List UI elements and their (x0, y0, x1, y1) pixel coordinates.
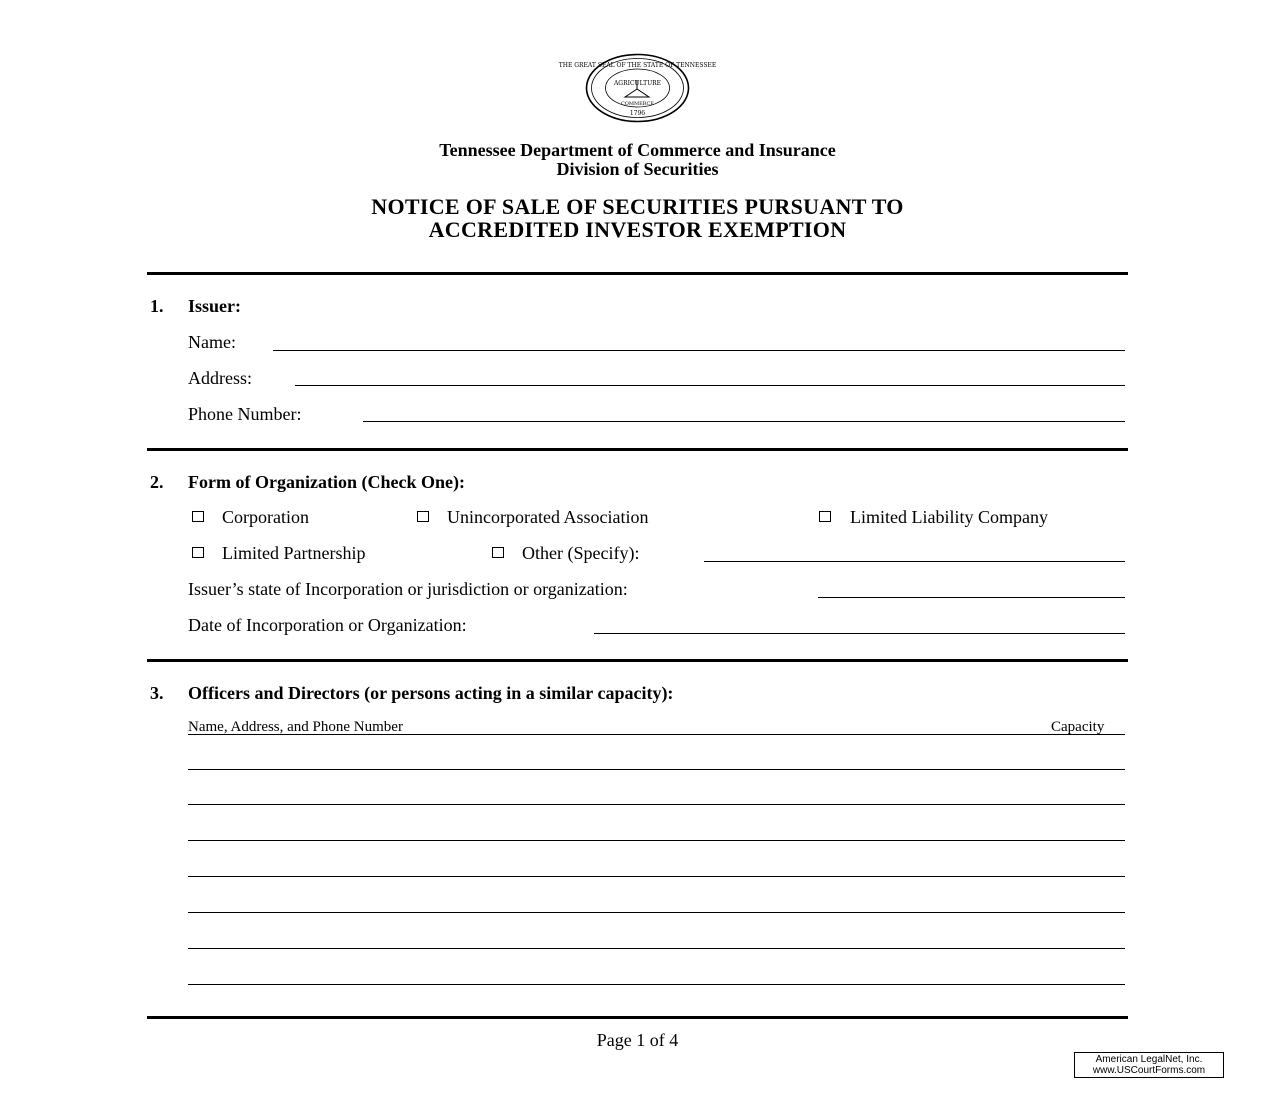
officer-entry-line[interactable] (188, 769, 1125, 770)
issuer-phone-label: Phone Number: (188, 404, 302, 424)
llc-checkbox[interactable] (819, 511, 831, 522)
limited-partnership-label: Limited Partnership (222, 543, 366, 563)
section3-heading: Officers and Directors (or persons acting in a similar capacity): (188, 683, 674, 703)
other-label: Other (Specify): (522, 543, 640, 563)
section2-heading: Form of Organization (Check One): (188, 472, 465, 492)
unincorporated-association-checkbox[interactable] (417, 511, 429, 522)
date-of-incorporation-label: Date of Incorporation or Organization: (188, 615, 467, 635)
svg-text:COMMERCE: COMMERCE (620, 101, 655, 107)
section-divider (147, 272, 1128, 275)
officer-entry-line[interactable] (188, 984, 1125, 985)
officer-entry-line[interactable] (188, 804, 1125, 805)
column-header-capacity: Capacity (1051, 719, 1105, 735)
unincorporated-association-label: Unincorporated Association (447, 507, 649, 527)
publisher-stamp (1074, 1052, 1224, 1078)
officer-entry-line[interactable] (188, 876, 1125, 877)
form-title-line2: ACCREDITED INVESTOR EXEMPTION (428, 217, 847, 242)
state-of-incorporation-field[interactable] (818, 597, 1125, 598)
limited-partnership-checkbox[interactable] (192, 547, 204, 558)
svg-text:AGRICULTURE: AGRICULTURE (613, 80, 662, 87)
issuer-address-label: Address: (188, 368, 252, 388)
issuer-name-field[interactable] (273, 350, 1125, 351)
column-header-name: Name, Address, and Phone Number (188, 719, 403, 735)
svg-text:1796: 1796 (629, 110, 646, 117)
section-divider (147, 448, 1128, 451)
issuer-address-field[interactable] (295, 385, 1125, 386)
form-title-line1: NOTICE OF SALE OF SECURITIES PURSUANT TO (371, 194, 904, 219)
llc-label: Limited Liability Company (850, 507, 1048, 527)
page-number: Page 1 of 4 (596, 1030, 679, 1050)
stamp-website: www.USCourtForms.com (1092, 1065, 1206, 1076)
section2-number: 2. (150, 472, 164, 492)
section3-number: 3. (150, 683, 164, 703)
officer-entry-line[interactable] (188, 948, 1125, 949)
corporation-checkbox[interactable] (192, 511, 204, 522)
division-name: Division of Securities (556, 159, 719, 179)
section-divider (147, 1016, 1128, 1019)
issuer-phone-field[interactable] (363, 421, 1125, 422)
stamp-company: American LegalNet, Inc. (1095, 1054, 1203, 1065)
state-seal (558, 53, 717, 123)
state-of-incorporation-label: Issuer’s state of Incorporation or jurisdiction or organization: (188, 579, 628, 599)
agency-name: Tennessee Department of Commerce and Insurance (439, 140, 836, 160)
section1-heading: Issuer: (188, 296, 241, 316)
column-header-underline (188, 734, 1125, 735)
officer-entry-line[interactable] (188, 912, 1125, 913)
section1-number: 1. (150, 296, 164, 316)
other-specify-field[interactable] (704, 561, 1125, 562)
other-checkbox[interactable] (492, 547, 504, 558)
section-divider (147, 659, 1128, 662)
date-of-incorporation-field[interactable] (594, 633, 1125, 634)
svg-text:THE GREAT SEAL OF THE STATE OF: THE GREAT SEAL OF THE STATE OF TENNESSEE (558, 62, 717, 69)
officer-entry-line[interactable] (188, 840, 1125, 841)
issuer-name-label: Name: (188, 332, 236, 352)
corporation-label: Corporation (222, 507, 309, 527)
